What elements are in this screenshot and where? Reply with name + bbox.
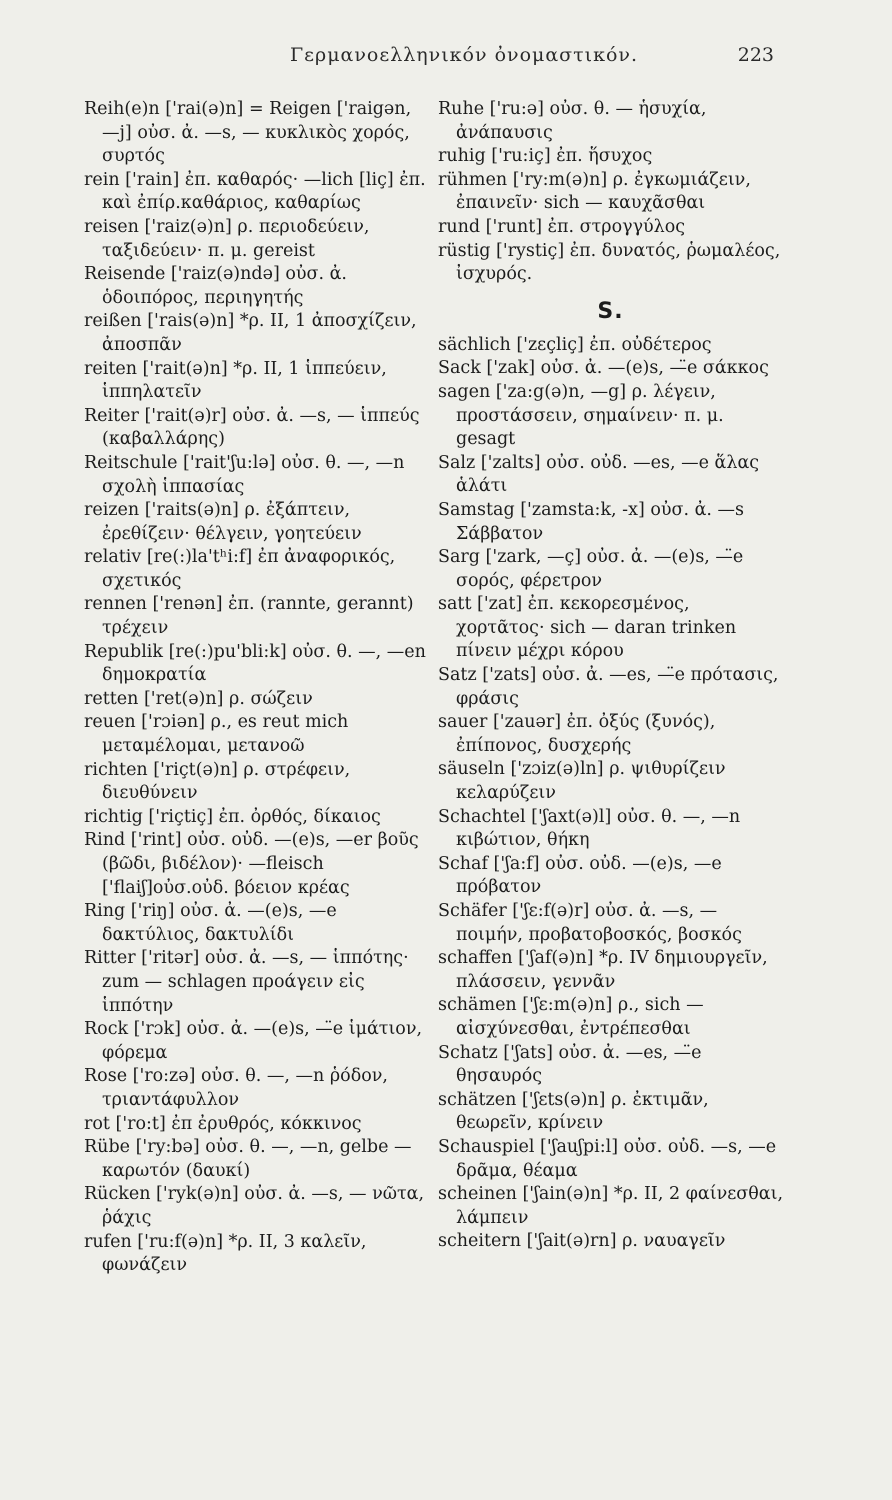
running-title: Γερμανοελληνικόν ὀνομαστικόν.: [290, 44, 639, 66]
dictionary-entry: schätzen ['ʃɛts(ə)n] ρ. ἐκτιμᾶν, θεωρεῖν, κρίνειν: [438, 1089, 709, 1134]
dictionary-entry: Satz ['zats] οὐσ. ἀ. —es, —̈e πρότασις, φράσις: [438, 665, 779, 709]
dictionary-entry: richtig ['riçtiç] ἐπ. ὀρθός, δίκαιος: [84, 806, 381, 827]
dictionary-entry: Sack ['zak] οὐσ. ἀ. —(e)s, —̈e σάκκος: [438, 358, 769, 379]
dictionary-entry: rein ['rain] ἐπ. καθαρός· —lich [liç] ἐπ. καὶ ἐπίρ.καθάριος, καθαρίως: [84, 169, 426, 214]
dictionary-entry: schämen ['ʃɛ:m(ə)n] ρ., sich — αἰσχύνεσθαι, ἐντρέπεσθαι: [438, 995, 704, 1039]
dictionary-entry: Rock ['rɔk] οὐσ. ἀ. —(e)s, —̈e ἱμάτιον, φόρεμα: [84, 1019, 423, 1063]
dictionary-entry: säuseln ['zɔiz(ə)ln] ρ. ψιθυρίζειν κελαρύζειν: [438, 759, 726, 804]
dictionary-entry: rot ['ro:t] ἐπ ἐρυθρός, κόκκινος: [84, 1113, 362, 1134]
dictionary-entry: Ring ['riŋ] οὐσ. ἀ. —(e)s, —e δακτύλιος, δακτυλίδι: [84, 901, 337, 945]
dictionary-entry: Rind ['rint] οὐσ. οὐδ. —(e)s, —er βοῦς (βῶδι, βιδέλον)· —fleisch ['flaiʃ]οὐσ.οὐδ. βόειον κρέας: [84, 830, 419, 898]
dictionary-entry: Schaf ['ʃa:f] οὐσ. οὐδ. —(e)s, —e πρόβατον: [438, 853, 722, 898]
page-header: [0, 44, 892, 78]
dictionary-entry: relativ [re(:)la'tʰi:f] ἐπ ἀναφορικός, σχετικός: [84, 547, 396, 591]
dictionary-entry: Schatz ['ʃats] οὐσ. ἀ. —es, —̈e θησαυρός: [438, 1042, 702, 1087]
dictionary-entry: Schäfer ['ʃɛ:f(ə)r] οὐσ. ἀ. —s, — ποιμήν, προβατοβοσκός, βοσκός: [438, 901, 742, 945]
dictionary-entry: Schachtel ['ʃaxt(ə)l] οὐσ. θ. —, —n κιβώτιον, θήκη: [438, 806, 741, 851]
dictionary-entry: rennen ['renən] ἐπ. (rannte, gerannt) τρέχειν: [84, 594, 414, 639]
dictionary-entry: Rübe ['ry:bə] οὐσ. θ. —, —n, gelbe — καρωτόν (δαυκί): [84, 1137, 412, 1181]
dictionary-entry: Reiter ['rait(ə)r] οὐσ. ἀ. —s, — ἱππεύς (καβαλλάρης): [84, 405, 420, 450]
dictionary-entry: sagen ['za:g(ə)n, —g] ρ. λέγειν, προστάσσειν, σημαίνειν· π. μ. gesagt: [438, 381, 724, 450]
dictionary-entry: Salz ['zalts] οὐσ. οὐδ. —es, —e ἅλας ἁλάτι: [438, 452, 760, 497]
left-column: [84, 98, 429, 1278]
dictionary-entry: rühmen ['ry:m(ə)n] ρ. ἐγκωμιάζειν, ἐπαινεῖν· sich — καυχᾶσθαι: [438, 169, 751, 214]
dictionary-entry: Ruhe ['ru:ə] οὐσ. θ. — ἡσυχία, ἀνάπαυσις: [438, 99, 707, 143]
dictionary-entry: reisen ['raiz(ə)n] ρ. περιοδεύειν, ταξιδεύειν· π. μ. gereist: [84, 216, 370, 261]
dictionary-entry: sauer ['zauər] ἐπ. ὀξύς (ξυνός), ἐπίπονος, δυσχερής: [438, 712, 716, 756]
dictionary-entry: Reitschule ['rait'ʃu:lə] οὐσ. θ. —, —n σχολὴ ἱππασίας: [84, 452, 405, 497]
dictionary-entry: Samstag ['zamsta:k, -x] οὐσ. ἀ. —s Σάββατον: [438, 499, 745, 544]
dictionary-entry: retten ['ret(ə)n] ρ. σώζειν: [84, 688, 313, 709]
section-letter-heading: S.: [597, 298, 624, 324]
right-column: [438, 98, 783, 1254]
dictionary-entry: scheinen ['ʃain(ə)n] *ρ. II, 2 φαίνεσθαι, λάμπειν: [438, 1184, 784, 1228]
dictionary-entry: Reih(e)n ['rai(ə)n] = Reigen ['raigən, —j] οὐσ. ἀ. —s, — κυκλικὸς χορός, συρτός: [84, 99, 412, 167]
dictionary-entry: richten ['riçt(ə)n] ρ. στρέφειν, διευθύνειν: [84, 759, 351, 804]
dictionary-entry: rüstig ['rystiç] ἐπ. δυνατός, ῥωμαλέος, ἰσχυρός.: [438, 240, 781, 285]
dictionary-entry: Sarg ['zark, —ç] οὐσ. ἀ. —(e)s, —̈e σορός, φέρετρον: [438, 547, 744, 591]
page-number: 223: [737, 44, 774, 66]
dictionary-entry: sächlich ['zɛçliç] ἐπ. οὐδέτερος: [438, 334, 712, 355]
dictionary-entry: rund ['runt] ἐπ. στρογγύλος: [438, 216, 686, 237]
dictionary-entry: schaffen ['ʃaf(ə)n] *ρ. IV δημιουργεῖν, πλάσσειν, γεννᾶν: [438, 948, 768, 992]
dictionary-entry: Republik [re(:)pu'bli:k] οὐσ. θ. —, —en δημοκρατία: [84, 641, 426, 686]
dictionary-entry: Ritter ['ritər] οὐσ. ἀ. —s, — ἱππότης· zum — schlagen προάγειν εἰς ἱππότην: [84, 948, 409, 1016]
dictionary-entry: rufen ['ru:f(ə)n] *ρ. II, 3 καλεῖν, φωνάζειν: [84, 1231, 367, 1276]
dictionary-entry: reuen ['rɔiən] ρ., es reut mich μεταμέλομαι, μετανοῶ: [84, 712, 349, 757]
dictionary-entry: reißen ['rais(ə)n] *ρ. II, 1 ἀποσχίζειν, ἀποσπᾶν: [84, 311, 417, 355]
dictionary-entry: satt ['zat] ἐπ. κεκορεσμένος, χορτᾶτος· sich — daran trinken πίνειν μέχρι κόρου: [438, 594, 737, 662]
dictionary-entry: Rose ['ro:zə] οὐσ. θ. —, —n ῥόδον, τριαντάφυλλον: [84, 1066, 388, 1110]
dictionary-entry: reizen ['raits(ə)n] ρ. ἐξάπτειν, ἐρεθίζειν· θέλγειν, γοητεύειν: [84, 500, 362, 544]
dictionary-entry: Rücken ['ryk(ə)n] οὐσ. ἀ. —s, — νῶτα, ῥάχις: [84, 1184, 425, 1228]
dictionary-entry: scheitern ['ʃait(ə)rn] ρ. ναυαγεῖν: [438, 1231, 726, 1252]
dictionary-entry: ruhig ['ru:iç] ἐπ. ἥσυχος: [438, 146, 653, 167]
dictionary-entry: reiten ['rait(ə)n] *ρ. II, 1 ἱππεύειν, ἱππηλατεῖν: [84, 358, 387, 403]
dictionary-entry: Schauspiel ['ʃauʃpi:l] οὐσ. οὐδ. —s, —e δρᾶμα, θέαμα: [438, 1136, 777, 1181]
dictionary-entry: Reisende ['raiz(ə)ndə] οὐσ. ἀ. ὁδοιπόρος, περιηγητής: [84, 264, 347, 308]
